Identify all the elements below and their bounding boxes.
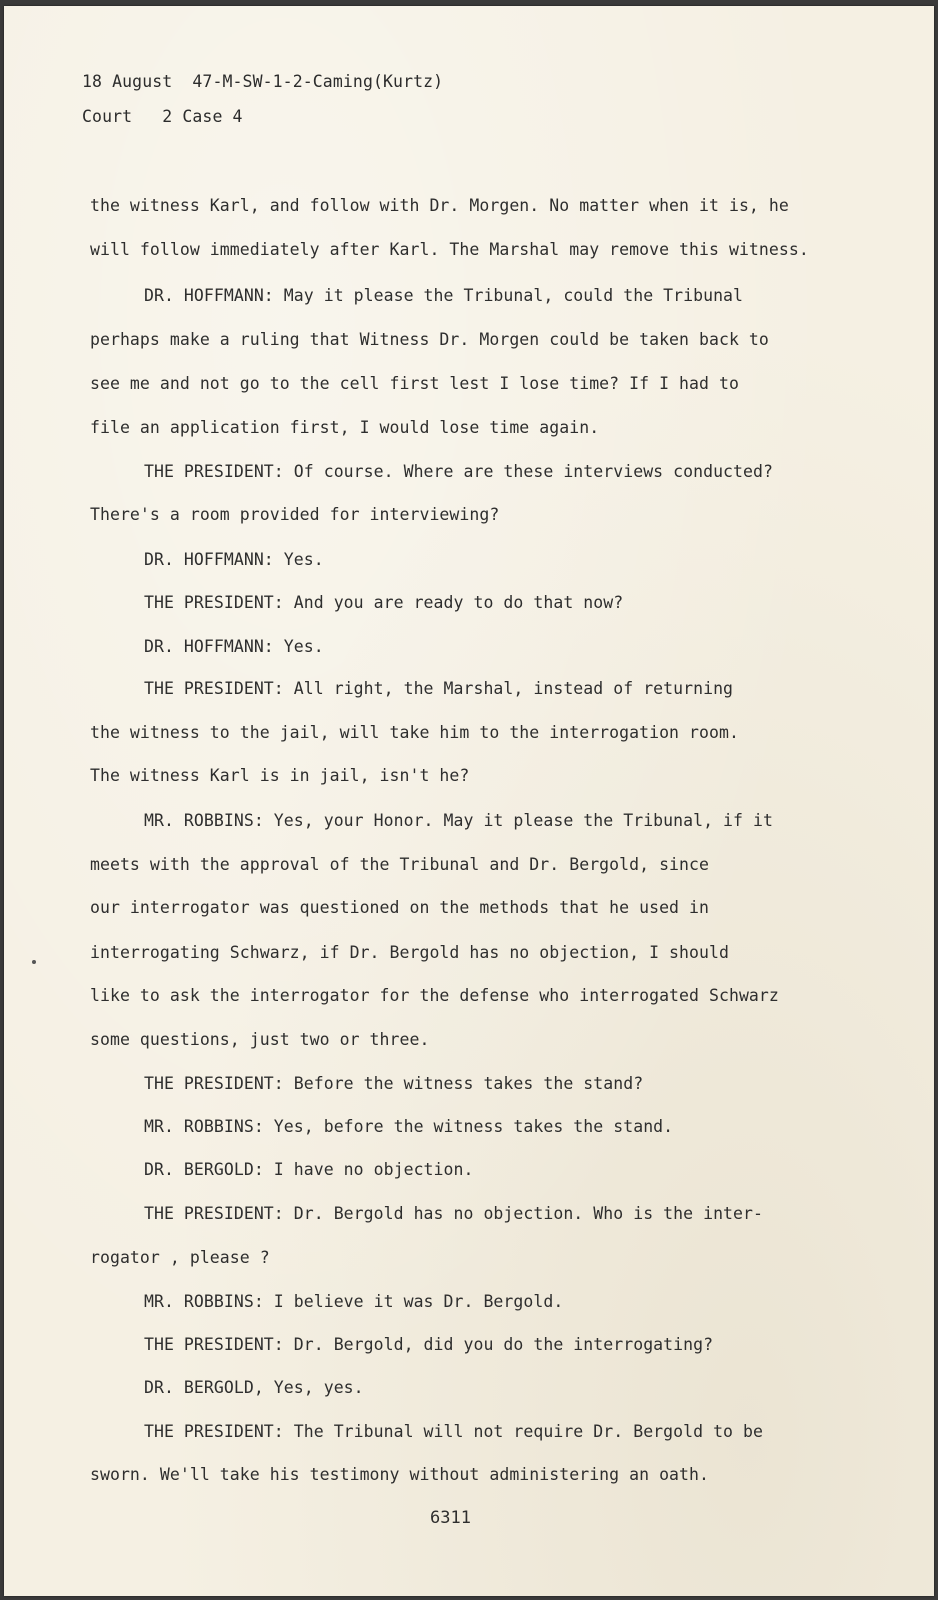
transcript-line: DR. BERGOLD: I have no objection.: [144, 1160, 474, 1179]
transcript-line: interrogating Schwarz, if Dr. Bergold has no objection, I should: [90, 943, 729, 962]
transcript-line: the witness to the jail, will take him to the interrogation room.: [90, 723, 739, 742]
transcript-line: MR. ROBBINS: Yes, before the witness takes the stand.: [144, 1117, 674, 1136]
header-date-reference: 18 August 47-M-SW-1-2-Caming(Kurtz): [82, 72, 444, 91]
transcript-line: see me and not go to the cell first lest I lose time? If I had to: [90, 374, 739, 393]
transcript-line: file an application first, I would lose time again.: [90, 418, 600, 437]
transcript-line: MR. ROBBINS: Yes, your Honor. May it please the Tribunal, if it: [144, 811, 773, 830]
page-number: 6311: [430, 1508, 471, 1528]
transcript-line: DR. HOFFMANN: May it please the Tribunal, could the Tribunal: [144, 286, 744, 305]
transcript-line: like to ask the interrogator for the defense who interrogated Schwarz: [90, 986, 779, 1005]
transcript-line: rogator , please ?: [90, 1248, 270, 1267]
paper-speck-mark: [32, 960, 36, 964]
transcript-line: THE PRESIDENT: Dr. Bergold has no objection. Who is the inter-: [144, 1204, 763, 1223]
transcript-line: THE PRESIDENT: All right, the Marshal, instead of returning: [144, 679, 734, 698]
transcript-line: meets with the approval of the Tribunal and Dr. Bergold, since: [90, 855, 709, 874]
transcript-line: The witness Karl is in jail, isn't he?: [90, 766, 470, 785]
transcript-line: some questions, just two or three.: [90, 1030, 430, 1049]
transcript-line: THE PRESIDENT: And you are ready to do that now?: [144, 593, 624, 612]
transcript-line: DR. HOFFMANN: Yes.: [144, 637, 324, 656]
transcript-line: DR. BERGOLD, Yes, yes.: [144, 1378, 364, 1397]
transcript-line: THE PRESIDENT: Dr. Bergold, did you do the interrogating?: [144, 1335, 714, 1354]
transcript-line: perhaps make a ruling that Witness Dr. Morgen could be taken back to: [90, 330, 769, 349]
transcript-line: DR. HOFFMANN: Yes.: [144, 550, 324, 569]
transcript-line: our interrogator was questioned on the methods that he used in: [90, 898, 709, 917]
transcript-line: THE PRESIDENT: The Tribunal will not require Dr. Bergold to be: [144, 1422, 763, 1441]
header-court-case: Court 2 Case 4: [82, 107, 243, 126]
document-page: [4, 6, 934, 1596]
transcript-line: MR. ROBBINS: I believe it was Dr. Bergold.: [144, 1292, 564, 1311]
transcript-line: THE PRESIDENT: Before the witness takes the stand?: [144, 1074, 644, 1093]
transcript-line: sworn. We'll take his testimony without administering an oath.: [90, 1465, 709, 1484]
transcript-line: THE PRESIDENT: Of course. Where are these interviews conducted?: [144, 462, 773, 481]
transcript-line: There's a room provided for interviewing?: [90, 505, 500, 524]
transcript-line: will follow immediately after Karl. The Marshal may remove this witness.: [90, 240, 809, 259]
transcript-line: the witness Karl, and follow with Dr. Morgen. No matter when it is, he: [90, 196, 789, 215]
